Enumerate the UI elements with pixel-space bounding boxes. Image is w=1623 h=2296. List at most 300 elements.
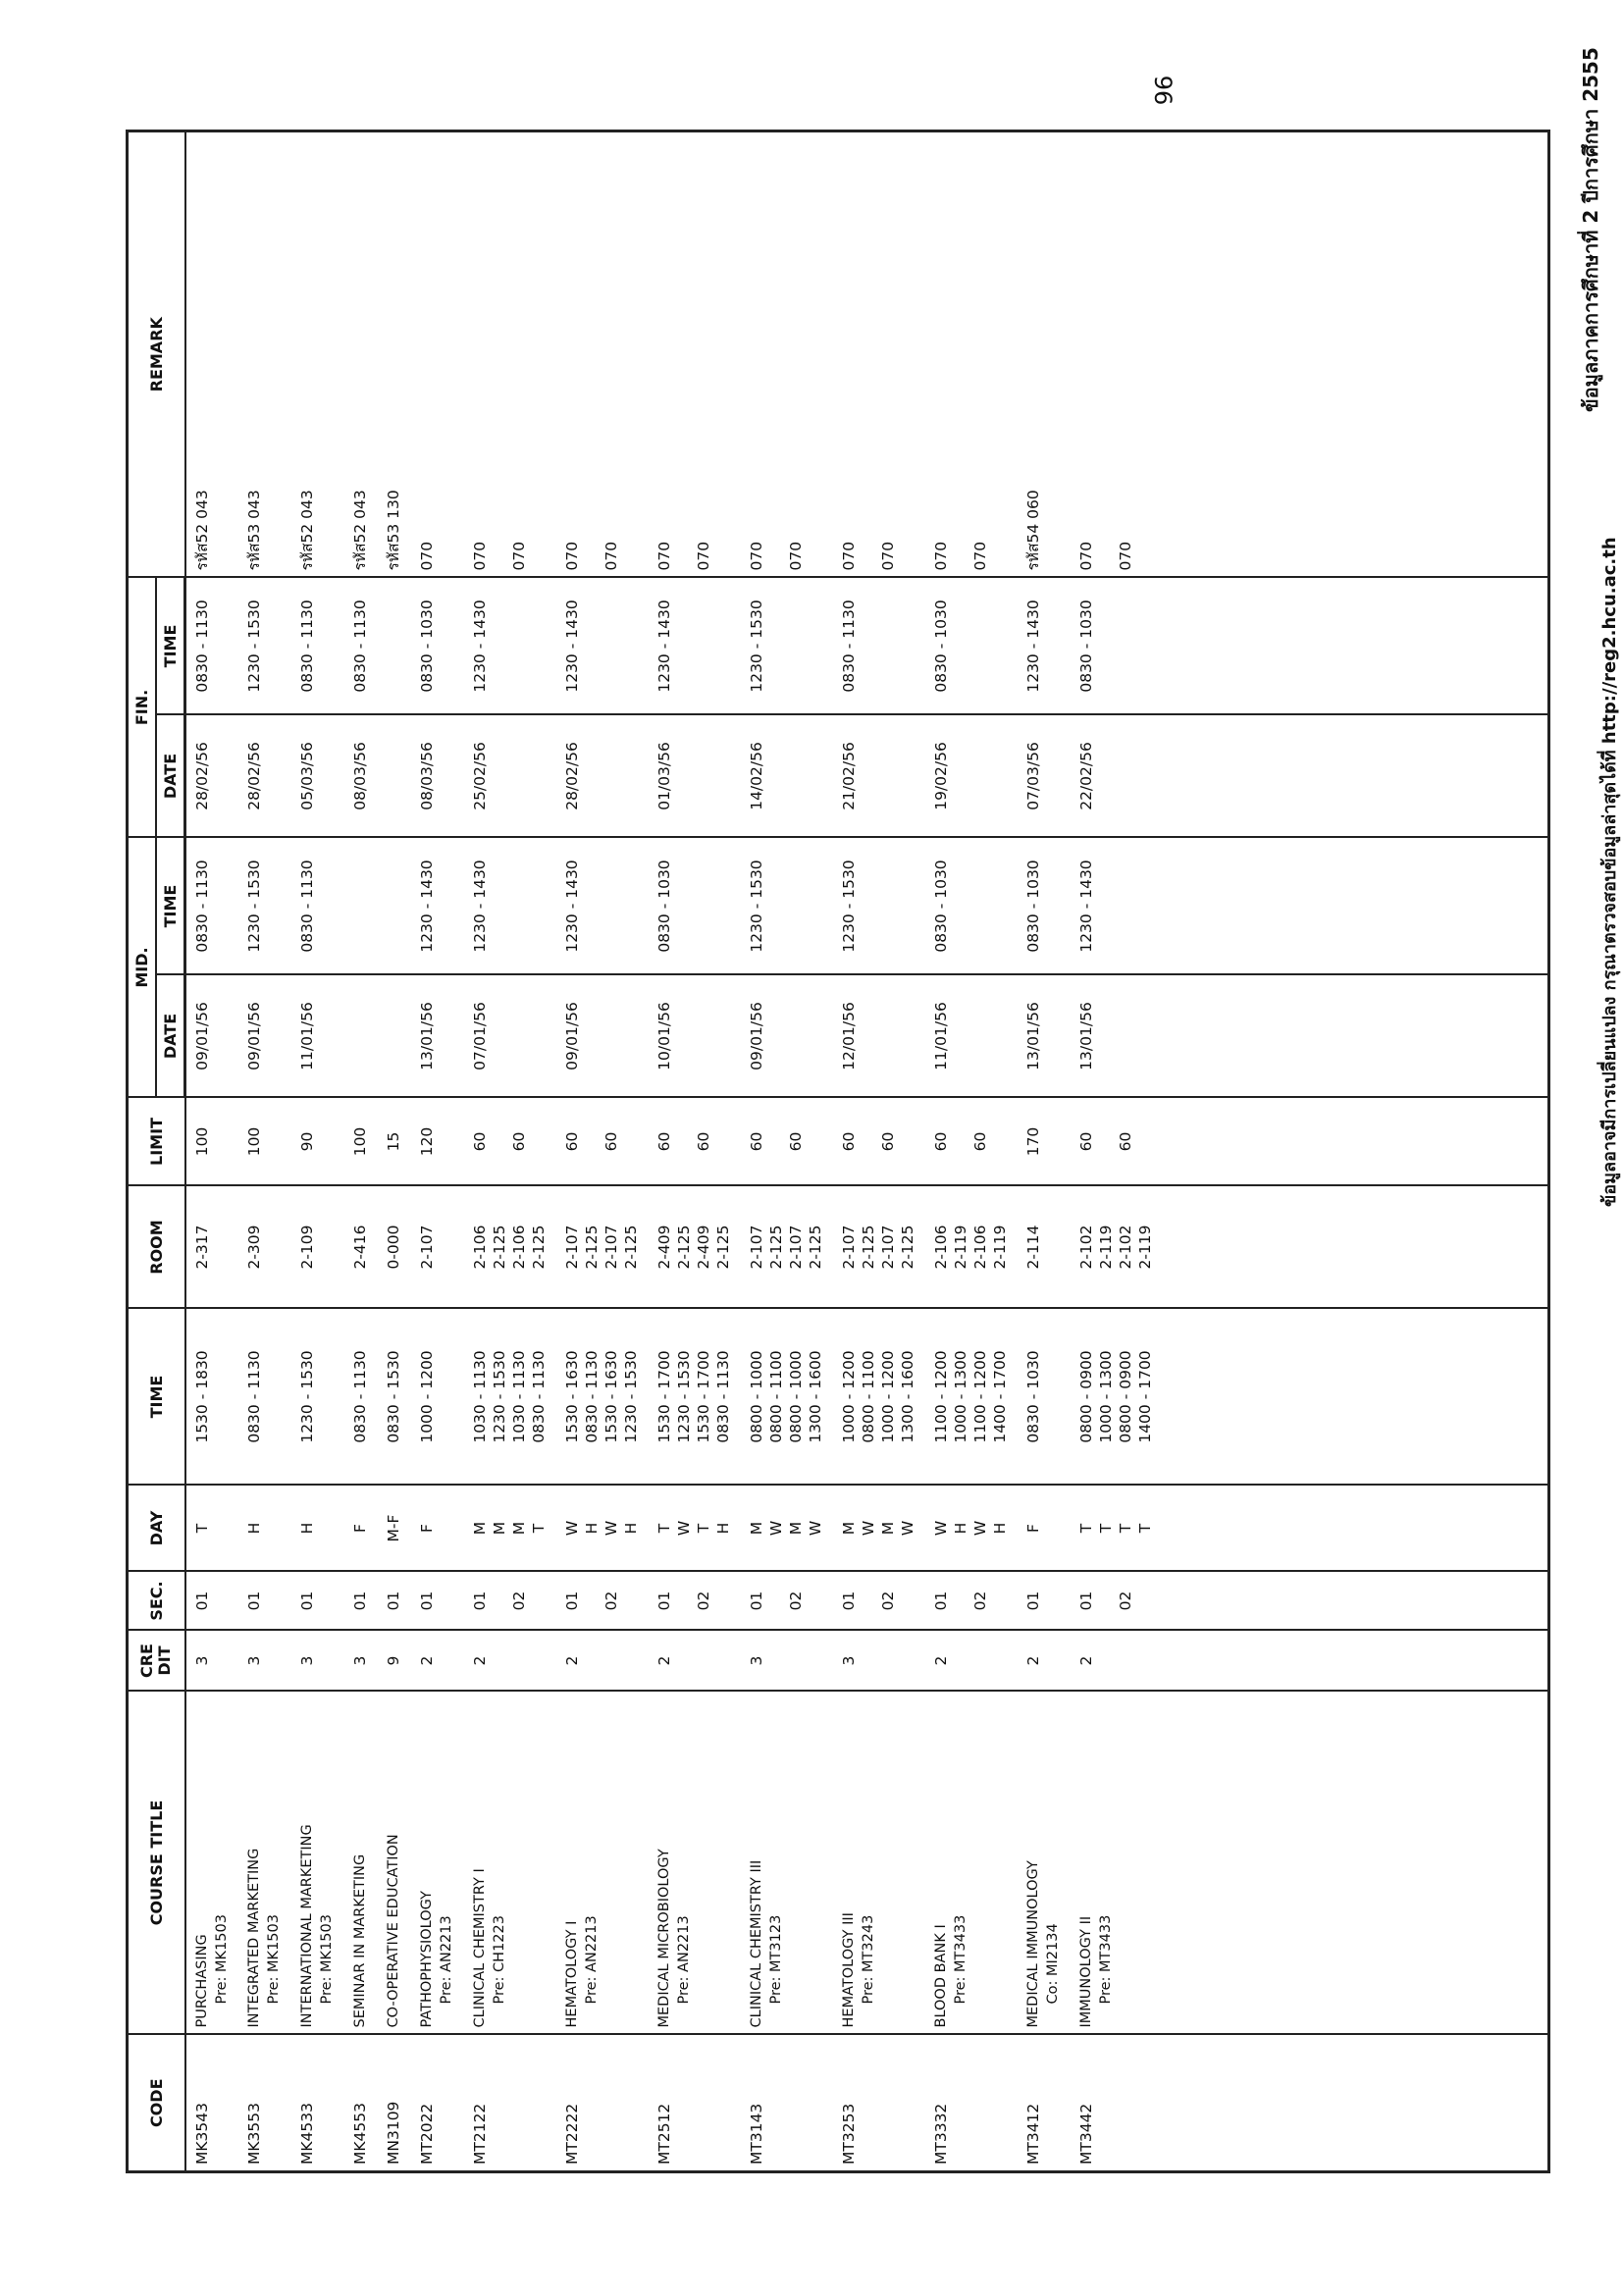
- course-row: [925, 130, 1018, 2171]
- class-room: 2-107: [602, 1225, 620, 1270]
- credit-cell: [925, 1631, 1018, 1692]
- course-code-cell: [649, 2035, 741, 2172]
- course-code-cell: [464, 2035, 556, 2172]
- section-number: 02: [786, 1591, 805, 1611]
- class-time: 1530 - 1700: [694, 1350, 712, 1443]
- class-room: 2-106: [509, 1225, 528, 1270]
- course-code-cell: [344, 2035, 378, 2172]
- course-code-cell: [185, 2035, 238, 2172]
- spacer-line: [951, 1579, 970, 1624]
- class-room: 2-125: [766, 1225, 785, 1270]
- seat-limit: 120: [417, 1126, 436, 1157]
- credit-cell: [556, 1631, 649, 1692]
- spacer-line: [990, 1105, 1010, 1179]
- class-time: 1100 - 1200: [970, 1350, 989, 1443]
- mid-date-value: 13/01/56: [1076, 1002, 1095, 1070]
- class-room: 2-107: [562, 1225, 581, 1270]
- mid-date-cell: [1018, 975, 1071, 1098]
- class-day: W: [859, 1520, 877, 1537]
- section-number: 01: [562, 1591, 581, 1611]
- spacer-line: [951, 138, 970, 571]
- header-fin-time: TIME: [156, 577, 185, 714]
- course-code: MT3412: [1023, 2103, 1042, 2165]
- spacer-line: [529, 584, 549, 707]
- credit-cell: [344, 1631, 378, 1692]
- time-cell: [411, 1309, 464, 1486]
- limit-cell: [185, 1098, 238, 1186]
- fin-date-value: 08/03/56: [350, 742, 369, 810]
- credit-cell: [411, 1631, 464, 1692]
- spacer-line: [529, 982, 549, 1091]
- mid-date-cell: [291, 975, 344, 1098]
- remark-value: 070: [1076, 541, 1095, 571]
- sec-cell: [649, 1572, 741, 1631]
- class-room: 2-125: [529, 1225, 548, 1270]
- remark-value: 070: [694, 541, 712, 571]
- course-title: MEDICAL IMMUNOLOGY: [1024, 1860, 1041, 2028]
- class-time: 0830 - 1130: [582, 1350, 601, 1443]
- course-title-cell: [1018, 1692, 1071, 2035]
- credit-value: 2: [470, 1655, 489, 1666]
- fin-date-cell: [378, 714, 411, 837]
- header-fin-date: DATE: [156, 714, 185, 837]
- section-number: 02: [1116, 1591, 1134, 1611]
- header-final: FIN.: [128, 577, 157, 837]
- fin-time-cell: [411, 577, 464, 714]
- prerequisite: Pre: CH1223: [491, 1915, 507, 2005]
- mid-date-cell: [649, 975, 741, 1098]
- spacer-line: [806, 844, 825, 967]
- spacer-line: [582, 721, 602, 830]
- class-time: 0830 - 1130: [244, 1350, 263, 1443]
- credit-cell: [185, 1631, 238, 1692]
- class-room: 2-102: [1076, 1225, 1095, 1270]
- class-day: H: [297, 1522, 316, 1535]
- class-day: W: [766, 1520, 785, 1537]
- course-title-cell: [649, 1692, 741, 2035]
- class-day: W: [602, 1520, 620, 1537]
- sec-cell: [185, 1572, 238, 1631]
- mid-date-value: 09/01/56: [244, 1002, 263, 1070]
- seat-limit: 60: [878, 1131, 897, 1152]
- seat-limit: 60: [562, 1131, 581, 1152]
- room-cell: [411, 1186, 464, 1309]
- spacer-line: [674, 1105, 694, 1179]
- remark-value: รหัส52 043: [192, 490, 211, 571]
- remark-cell: [1071, 130, 1163, 577]
- room-cell: [291, 1186, 344, 1309]
- empty-cell: [1163, 2035, 1549, 2172]
- mid-date-value: 11/01/56: [931, 1002, 950, 1070]
- credit-value: 2: [562, 1655, 581, 1666]
- limit-cell: [411, 1098, 464, 1186]
- class-day: W: [806, 1520, 824, 1537]
- course-row: [833, 130, 925, 2171]
- remark-value: 070: [602, 541, 620, 571]
- spacer-line: [490, 844, 509, 967]
- class-room: 2-409: [694, 1225, 712, 1270]
- spacer-line: [898, 844, 917, 967]
- fin-date-value: 19/02/56: [931, 742, 950, 810]
- prerequisite: Pre: MT3243: [860, 1914, 876, 2005]
- time-cell: [464, 1309, 556, 1486]
- fin-time-value: [786, 584, 806, 707]
- spacer-line: [990, 982, 1010, 1091]
- header-mid-time: TIME: [156, 837, 185, 974]
- fin-date-value: 28/02/56: [193, 742, 211, 810]
- credit-value: 2: [931, 1655, 950, 1666]
- spacer-line: [490, 982, 509, 1091]
- spacer-line: [990, 1579, 1010, 1624]
- header-limit: LIMIT: [128, 1098, 185, 1186]
- fin-time-value: [878, 584, 898, 707]
- fin-date-cell: [741, 714, 833, 837]
- prerequisite: Pre: MK1503: [265, 1914, 282, 2005]
- room-cell: [344, 1186, 378, 1309]
- remark-cell: [185, 130, 238, 577]
- spacer-line: [582, 982, 602, 1091]
- class-room: 2-119: [951, 1225, 969, 1270]
- class-room: 2-106: [470, 1225, 489, 1270]
- spacer-line: [898, 584, 917, 707]
- class-time: 1230 - 1530: [674, 1350, 693, 1443]
- course-row: [378, 130, 411, 2171]
- class-room: 2-125: [898, 1225, 916, 1270]
- class-room: 2-107: [747, 1225, 765, 1270]
- course-title-cell: [238, 1692, 291, 2035]
- mid-time-value: [694, 844, 713, 967]
- limit-cell: [833, 1098, 925, 1186]
- course-title: PURCHASING: [193, 1934, 210, 2028]
- course-title: INTERNATIONAL MARKETING: [298, 1824, 315, 2028]
- spacer-line: [713, 844, 733, 967]
- class-room: 2-125: [490, 1225, 508, 1270]
- course-schedule-table: [126, 130, 1550, 2173]
- empty-filler-row: [1163, 130, 1549, 2171]
- remark-value: รหัส52 043: [297, 490, 316, 571]
- room-cell: [1071, 1186, 1163, 1309]
- spacer-line: [713, 1105, 733, 1179]
- fin-time-cell: [925, 577, 1018, 714]
- remark-cell: [833, 130, 925, 577]
- mid-date-value: [602, 982, 621, 1091]
- fin-date-value: 08/03/56: [417, 742, 436, 810]
- spacer-line: [621, 982, 641, 1091]
- spacer-line: [951, 584, 970, 707]
- mid-time-cell: [556, 837, 649, 974]
- limit-cell: [1071, 1098, 1163, 1186]
- course-code: MT2022: [417, 2103, 436, 2165]
- class-time: 1230 - 1530: [621, 1350, 640, 1443]
- mid-time-cell: [185, 837, 238, 974]
- course-row: [411, 130, 464, 2171]
- header-credit: CRE DIT: [128, 1631, 185, 1692]
- room-cell: [378, 1186, 411, 1309]
- mid-time-value: 0830 - 1030: [931, 860, 950, 953]
- limit-cell: [238, 1098, 291, 1186]
- mid-date-value: [878, 982, 898, 1091]
- fin-date-value: [694, 721, 713, 830]
- spacer-line: [990, 138, 1010, 571]
- class-room: 2-125: [713, 1225, 732, 1270]
- mid-date-cell: [185, 975, 238, 1098]
- class-day: H: [582, 1522, 601, 1535]
- day-cell: [411, 1486, 464, 1572]
- credit-cell: [833, 1631, 925, 1692]
- spacer-line: [990, 721, 1010, 830]
- fin-time-cell: [1071, 577, 1163, 714]
- spacer-line: [621, 138, 641, 571]
- spacer-line: [766, 844, 786, 967]
- mid-date-value: [509, 982, 529, 1091]
- credit-cell: [1018, 1631, 1071, 1692]
- room-cell: [238, 1186, 291, 1309]
- fin-time-value: [1116, 584, 1135, 707]
- room-cell: [1018, 1186, 1071, 1309]
- mid-date-cell: [556, 975, 649, 1098]
- fin-date-cell: [291, 714, 344, 837]
- mid-time-value: [970, 844, 990, 967]
- mid-date-value: 13/01/56: [417, 1002, 436, 1070]
- spacer-line: [1135, 584, 1155, 707]
- header-code: CODE: [128, 2035, 185, 2172]
- rotated-schedule: [126, 132, 1550, 2173]
- fin-date-value: 07/03/56: [1023, 742, 1042, 810]
- class-room: 2-119: [1135, 1225, 1154, 1270]
- mid-time-value: 1230 - 1430: [1076, 860, 1095, 953]
- mid-time-value: [384, 844, 403, 967]
- class-time: 1300 - 1600: [898, 1350, 916, 1443]
- mid-time-cell: [741, 837, 833, 974]
- course-code-cell: [238, 2035, 291, 2172]
- remark-value: 070: [747, 541, 765, 571]
- class-time: 0800 - 0900: [1116, 1350, 1134, 1443]
- mid-time-cell: [411, 837, 464, 974]
- fin-time-value: 0830 - 1130: [350, 600, 369, 693]
- credit-cell: [464, 1631, 556, 1692]
- course-code: MK4533: [297, 2103, 316, 2165]
- class-room: 2-107: [878, 1225, 897, 1270]
- mid-time-value: [786, 844, 806, 967]
- limit-cell: [378, 1098, 411, 1186]
- class-day: W: [970, 1520, 989, 1537]
- empty-cell: [1163, 1186, 1549, 1309]
- course-row: [1018, 130, 1071, 2171]
- mid-time-value: 1230 - 1530: [747, 860, 765, 953]
- mid-time-value: 1230 - 1430: [417, 860, 436, 953]
- mid-time-value: [878, 844, 898, 967]
- mid-date-value: 13/01/56: [1023, 1002, 1042, 1070]
- class-day: M: [878, 1521, 897, 1536]
- fin-date-cell: [556, 714, 649, 837]
- remark-value: 070: [970, 541, 989, 571]
- fin-date-cell: [238, 714, 291, 837]
- spacer-line: [490, 1105, 509, 1179]
- spacer-line: [529, 138, 549, 571]
- class-time: 0830 - 1030: [1023, 1350, 1042, 1443]
- time-cell: [649, 1309, 741, 1486]
- spacer-line: [582, 138, 602, 571]
- fin-date-value: 01/03/56: [654, 742, 673, 810]
- mid-time-value: 1230 - 1530: [244, 860, 263, 953]
- course-code-cell: [925, 2035, 1018, 2172]
- spacer-line: [859, 1579, 878, 1624]
- prerequisite: Pre: MT3433: [1097, 1914, 1114, 2005]
- mid-time-value: 0830 - 1130: [297, 860, 316, 953]
- fin-time-cell: [291, 577, 344, 714]
- course-title-cell: [291, 1692, 344, 2035]
- mid-date-value: [786, 982, 806, 1091]
- seat-limit: 60: [602, 1131, 620, 1152]
- fin-date-cell: [1018, 714, 1071, 837]
- seat-limit: 60: [654, 1131, 673, 1152]
- class-time: 1030 - 1130: [509, 1350, 528, 1443]
- fin-time-cell: [1018, 577, 1071, 714]
- spacer-line: [582, 844, 602, 967]
- time-cell: [344, 1309, 378, 1486]
- spacer-line: [529, 721, 549, 830]
- course-row: [649, 130, 741, 2171]
- spacer-line: [951, 1105, 970, 1179]
- class-day: T: [192, 1523, 211, 1534]
- course-title: INTEGRATED MARKETING: [245, 1848, 262, 2028]
- fin-date-value: [509, 721, 529, 830]
- remark-value: 070: [509, 541, 528, 571]
- mid-date-value: [694, 982, 713, 1091]
- credit-value: 2: [1023, 1655, 1042, 1666]
- mid-date-value: 09/01/56: [747, 1002, 765, 1070]
- prerequisite: Pre: AN2213: [438, 1915, 454, 2005]
- course-title: CLINICAL CHEMISTRY I: [471, 1868, 488, 2028]
- remark-value: รหัส52 043: [350, 490, 369, 571]
- disclaimer-footer-note: ข้อมูลอาจมีการเปลี่ยนแปลง กรุณาตรวจสอบข้อมูลล่าสุดได้ที่ http://reg2.hcu.ac.th: [1599, 537, 1620, 1207]
- room-cell: [925, 1186, 1018, 1309]
- remark-cell: [411, 130, 464, 577]
- section-number: 01: [297, 1591, 316, 1611]
- spacer-line: [674, 138, 694, 571]
- mid-date-cell: [925, 975, 1018, 1098]
- empty-cell: [1163, 1692, 1549, 2035]
- mid-date-cell: [378, 975, 411, 1098]
- class-time: 0830 - 1130: [713, 1350, 732, 1443]
- mid-date-cell: [1071, 975, 1163, 1098]
- course-code-cell: [1071, 2035, 1163, 2172]
- spacer-line: [1135, 138, 1155, 571]
- class-time: 0830 - 1130: [350, 1350, 369, 1443]
- seat-limit: 100: [192, 1126, 211, 1157]
- course-code: MT3253: [839, 2103, 858, 2165]
- mid-date-value: 07/01/56: [470, 1002, 489, 1070]
- course-title-cell: [1071, 1692, 1163, 2035]
- sec-cell: [741, 1572, 833, 1631]
- course-row: [741, 130, 833, 2171]
- class-room: 2-106: [931, 1225, 950, 1270]
- semester-header-note: ข้อมูลภาคการศึกษาที่ 2 ปีการศึกษา 2555: [1579, 47, 1602, 412]
- mid-date-value: [350, 982, 370, 1091]
- class-day: H: [990, 1522, 1009, 1535]
- course-row: [344, 130, 378, 2171]
- mid-date-value: 09/01/56: [562, 1002, 581, 1070]
- limit-cell: [291, 1098, 344, 1186]
- fin-date-cell: [411, 714, 464, 837]
- spacer-line: [621, 1579, 641, 1624]
- fin-time-value: 0830 - 1030: [931, 600, 950, 693]
- credit-cell: [238, 1631, 291, 1692]
- class-time: 1530 - 1630: [562, 1350, 581, 1443]
- seat-limit: 60: [747, 1131, 765, 1152]
- empty-cell: [1163, 1309, 1549, 1486]
- remark-value: 070: [878, 541, 897, 571]
- course-row: [464, 130, 556, 2171]
- class-room: 2-119: [1096, 1225, 1115, 1270]
- spacer-line: [713, 1579, 733, 1624]
- room-cell: [185, 1186, 238, 1309]
- limit-cell: [344, 1098, 378, 1186]
- credit-cell: [378, 1631, 411, 1692]
- spacer-line: [951, 982, 970, 1091]
- spacer-line: [490, 584, 509, 707]
- sec-cell: [833, 1572, 925, 1631]
- section-number: 01: [384, 1591, 402, 1611]
- class-room: 2-416: [350, 1225, 369, 1270]
- spacer-line: [898, 721, 917, 830]
- empty-cell: [1163, 1631, 1549, 1692]
- sec-cell: [1018, 1572, 1071, 1631]
- spacer-line: [766, 982, 786, 1091]
- class-day: F: [350, 1524, 369, 1533]
- fin-date-value: 25/02/56: [470, 742, 489, 810]
- fin-time-value: [602, 584, 621, 707]
- limit-cell: [464, 1098, 556, 1186]
- fin-time-cell: [185, 577, 238, 714]
- mid-date-cell: [833, 975, 925, 1098]
- day-cell: [925, 1486, 1018, 1572]
- fin-date-cell: [344, 714, 378, 837]
- mid-time-cell: [925, 837, 1018, 974]
- room-cell: [556, 1186, 649, 1309]
- fin-date-value: 28/02/56: [562, 742, 581, 810]
- time-cell: [556, 1309, 649, 1486]
- prerequisite: Pre: MK1503: [213, 1914, 230, 2005]
- header-mid-date: DATE: [156, 975, 185, 1098]
- credit-cell: [649, 1631, 741, 1692]
- class-day: M-F: [384, 1514, 402, 1542]
- class-room: 2-107: [417, 1225, 436, 1270]
- day-cell: [556, 1486, 649, 1572]
- remark-value: 070: [786, 541, 805, 571]
- spacer-line: [859, 844, 878, 967]
- day-cell: [1018, 1486, 1071, 1572]
- class-room: 2-114: [1023, 1225, 1042, 1270]
- sec-cell: [464, 1572, 556, 1631]
- prerequisite: Pre: AN2213: [675, 1915, 692, 2005]
- section-number: 02: [970, 1591, 989, 1611]
- spacer-line: [490, 721, 509, 830]
- spacer-line: [674, 844, 694, 967]
- course-title-cell: [411, 1692, 464, 2035]
- class-day: M: [490, 1521, 508, 1536]
- seat-limit: 60: [970, 1131, 989, 1152]
- spacer-line: [1135, 1105, 1155, 1179]
- spacer-line: [806, 1105, 825, 1179]
- seat-limit: 60: [786, 1131, 805, 1152]
- section-number: 02: [878, 1591, 897, 1611]
- class-time: 1530 - 1630: [602, 1350, 620, 1443]
- fin-date-value: [1116, 721, 1135, 830]
- header-day: DAY: [128, 1486, 185, 1572]
- section-number: 01: [931, 1591, 950, 1611]
- spacer-line: [674, 982, 694, 1091]
